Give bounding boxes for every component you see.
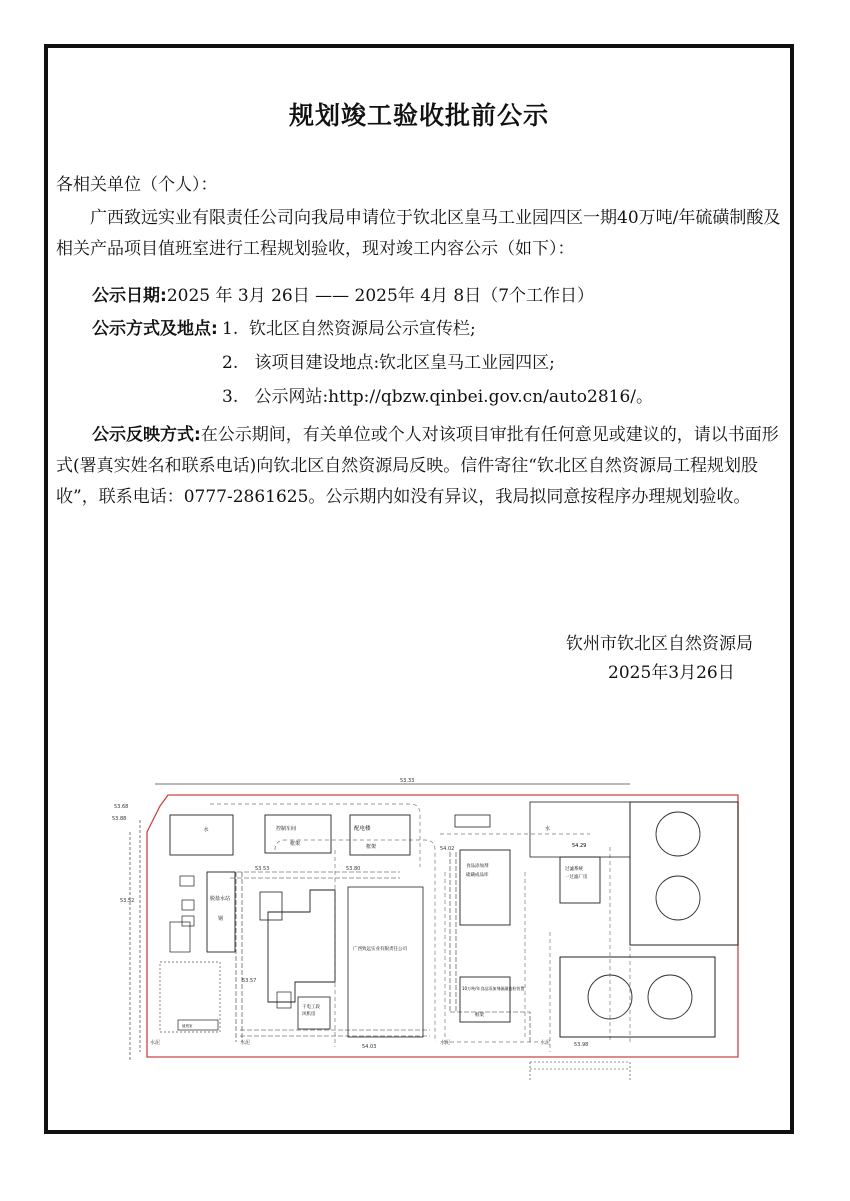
label-water-2: 水 xyxy=(545,826,551,832)
signature-date: 2025年3月26日 xyxy=(608,663,735,683)
method-item-1 xyxy=(222,314,476,344)
elev-3: 53.88 xyxy=(112,816,127,822)
label-water-1: 水 xyxy=(203,827,209,833)
method-text: 公示网站:http://qbzw.qinbei.gov.cn/auto2816/。 xyxy=(254,387,654,407)
method-number: 3. xyxy=(222,387,239,407)
label-power: 配电楼 xyxy=(354,826,371,832)
method-label: 公示方式及地点: xyxy=(92,319,218,339)
elev-9: 54.03 xyxy=(362,1044,377,1050)
label-granulation: 10万吨/年食品添加剂硫磺造粒装置 xyxy=(462,986,525,991)
building-main xyxy=(268,890,335,1002)
elev-1: 53.33 xyxy=(400,778,415,784)
label-fan-sub: 风机房 xyxy=(302,1012,316,1017)
road-label-3: 水泥 xyxy=(440,1040,451,1046)
label-fan: 干电工段 xyxy=(302,1005,320,1010)
south-rail xyxy=(530,1062,630,1082)
elev-8: 53.57 xyxy=(242,978,257,984)
building-filter xyxy=(560,857,600,903)
elev-5: 53.80 xyxy=(346,866,361,872)
label-duty-room: 值班室 xyxy=(182,1024,193,1028)
intro-paragraph: 广西致远实业有限责任公司向我局申请位于钦北区皇马工业园四区一期40万吨/年硫磺制酸及相关产品项目值班室进行工程规划验收，现对竣工内容公示（如下）： xyxy=(56,208,781,259)
tank-1 xyxy=(656,812,700,856)
feedback-text: 在公示期间，有关单位或个人对该项目审批有任何意见或建议的，请以书面形式(署真实姓名和联系电话)向钦北区自然资源局反映。信件寄往“钦北区自然资源局工程规划股收”，联系电话：0777-2861625。公示期内如没有异议，我局拟同意按程序办理规划验收。 xyxy=(56,425,779,507)
label-filter-sub: 一过滤厂房 xyxy=(565,875,588,880)
method-item-2 xyxy=(222,348,555,378)
label-elev-5429: 54.29 xyxy=(572,843,587,849)
label-granulation-sub: 框架 xyxy=(475,1013,484,1018)
label-sulfur-store-sub: 硫磺成品库 xyxy=(466,873,489,878)
salutation: 各相关单位（个人）： xyxy=(56,175,218,195)
label-power-sub: 框架 xyxy=(366,844,377,850)
building-sulfur-store xyxy=(460,850,510,925)
building-power xyxy=(350,815,410,855)
building-box-4 xyxy=(170,922,190,952)
building-box-6 xyxy=(277,992,291,1008)
label-sulfur-store: 食品添加剂 xyxy=(466,864,489,869)
internal-roads xyxy=(210,804,630,1052)
label-desalt: 脱盐水站 xyxy=(210,896,231,902)
label-company: 广西致远实业有限责任公司 xyxy=(353,947,407,952)
duty-room-zone xyxy=(160,962,220,1032)
signature-org: 钦州市钦北区自然资源局 xyxy=(566,634,753,654)
label-control-sub: 框架 xyxy=(290,841,301,847)
label-control: 控制车间 xyxy=(276,826,297,832)
building-box-2 xyxy=(182,900,194,910)
method-text: 钦北区自然资源局公示宣传栏; xyxy=(249,319,476,339)
elev-7: 53.52 xyxy=(120,898,135,904)
road-label-1: 水泥 xyxy=(150,1040,161,1046)
building-company xyxy=(348,887,423,1037)
building-granulation xyxy=(460,977,510,1022)
elev-10: 53.98 xyxy=(574,1042,589,1048)
building-water-1 xyxy=(170,815,233,855)
label-desalt-sub: 钢 xyxy=(218,916,224,922)
tank-2 xyxy=(656,876,700,920)
period-row xyxy=(92,281,594,311)
period-value: 2025 年 3月 26日 —— 2025年 4月 8日（7个工作日） xyxy=(166,286,595,306)
label-filter: 过滤系统 xyxy=(565,867,583,872)
tank-area xyxy=(630,802,738,945)
feedback-paragraph xyxy=(56,420,790,513)
building-box-3 xyxy=(182,916,194,926)
elev-6: 54.02 xyxy=(440,846,455,852)
method-number: 1. xyxy=(222,319,239,339)
elev-2: 53.68 xyxy=(114,804,129,810)
page-title: 规划竣工验收批前公示 xyxy=(288,101,549,130)
building-box-5 xyxy=(260,892,282,920)
method-text: 该项目建设地点:钦北区皇马工业园四区; xyxy=(254,353,555,373)
site-plan xyxy=(110,772,750,1084)
building-desalt xyxy=(207,872,235,952)
road-label-2: 水泥 xyxy=(240,1040,251,1046)
building-small xyxy=(455,815,490,827)
elev-4: 53.53 xyxy=(255,866,270,872)
outer-road-line xyxy=(130,820,140,1062)
method-number: 2. xyxy=(222,353,239,373)
method-item-3 xyxy=(222,382,653,412)
building-box-1 xyxy=(180,876,194,886)
feedback-label: 公示反映方式: xyxy=(92,425,201,445)
period-label: 公示日期: xyxy=(92,286,167,306)
tank-4 xyxy=(648,975,692,1019)
road-label-4: 水泥 xyxy=(540,1040,551,1046)
